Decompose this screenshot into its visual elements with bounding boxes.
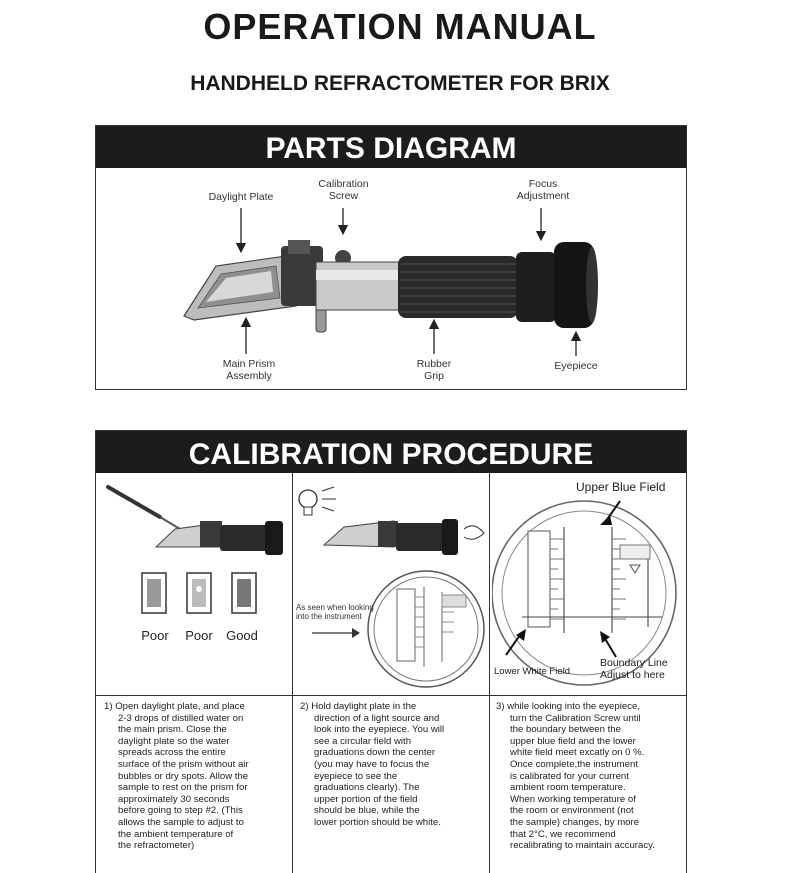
step3-line: is calibrated for your current	[510, 770, 629, 782]
step1-line: 2-3 drops of distilled water on	[118, 712, 244, 724]
label-daylight-plate: Daylight Plate	[208, 191, 274, 203]
label-calibration-line1: Calibration	[318, 178, 369, 190]
step3-line: the sample) changes, by more	[510, 816, 640, 828]
boundary-line2: Adjust to here	[600, 669, 665, 681]
label-prism-line2: Assembly	[226, 370, 272, 382]
step-2-text	[300, 701, 486, 829]
calibration-heading: CALIBRATION PROCEDURE	[96, 431, 686, 473]
step1-line: before going to step #2. (This	[118, 805, 243, 817]
calibration-section	[95, 430, 687, 873]
step2-line: (you may have to focus the	[314, 758, 430, 770]
step2-line: graduations down the center	[314, 747, 436, 759]
boundary-line1: Boundary Line	[600, 657, 668, 669]
step2-line: graduations clearly). The	[314, 782, 420, 794]
step2-line: see a circular field with	[314, 735, 412, 747]
panel2-illustration	[294, 477, 489, 695]
step3-line: recalibrating to maintain accuracy.	[510, 840, 655, 852]
parts-arrows	[96, 126, 686, 389]
label-focus-line1: Focus	[528, 178, 558, 190]
step3-line: ambient room temperature.	[510, 782, 626, 794]
step1-line: spreads across the entire	[118, 747, 226, 759]
poor-label-1: Poor	[141, 628, 169, 643]
column-divider-2	[489, 473, 490, 873]
parts-diagram-section	[95, 125, 687, 390]
label-grip-line1: Rubber	[416, 358, 452, 370]
step-1-text	[104, 701, 290, 852]
label-focus-line2: Adjustment	[516, 190, 570, 202]
label-grip-line2: Grip	[424, 370, 444, 382]
label-eyepiece: Eyepiece	[554, 360, 598, 372]
sample-examples	[136, 571, 286, 631]
step1-line: bubbles or dry spots. Allow the	[118, 770, 249, 782]
step1-line: allows the sample to adjust to	[118, 816, 244, 828]
row-divider	[96, 695, 686, 696]
step3-line: 3) while looking into the eyepiece,	[496, 701, 640, 712]
step2-line: eyepiece to see the	[314, 770, 398, 782]
manual-title: OPERATION MANUAL	[203, 6, 597, 47]
label-calibration-line2: Screw	[328, 190, 359, 202]
step1-line: surface of the prism without air	[118, 758, 249, 770]
boundary-line-label	[600, 657, 686, 681]
seen-line1: As seen when looking	[296, 603, 374, 612]
step3-line: upper blue field and the lower	[510, 735, 636, 747]
step3-line: Once complete,the instrument	[510, 758, 638, 770]
step3-line: When working temperature of	[510, 793, 636, 805]
step2-line: look into the eyepiece. You will	[314, 724, 445, 736]
step1-line: sample to rest on the prism for	[118, 782, 248, 794]
step1-line: daylight plate so the water	[118, 735, 230, 747]
column-divider-1	[292, 473, 293, 873]
step1-line: the refractometer)	[118, 840, 195, 852]
step1-line: approximately 30 seconds	[118, 793, 230, 805]
parts-diagram-heading: PARTS DIAGRAM	[96, 126, 686, 168]
step1-line: the ambient temperature of	[118, 828, 234, 840]
step2-line: upper portion of the field	[314, 793, 418, 805]
step3-line: that 2°C, we recommend	[510, 828, 616, 840]
poor-label-2: Poor	[185, 628, 213, 643]
seen-when-looking-label	[296, 603, 386, 621]
step1-line: 1) Open daylight plate, and place	[104, 701, 245, 712]
step3-line: the room or environment (not	[510, 805, 634, 817]
good-label: Good	[226, 628, 258, 643]
step2-line: 2) Hold daylight plate in the	[300, 701, 417, 712]
manual-subtitle: HANDHELD REFRACTOMETER FOR BRIX	[190, 72, 610, 95]
step3-line: white field meet excatly on 0 %.	[510, 747, 645, 759]
step3-line: turn the Calibration Screw until	[510, 712, 641, 724]
seen-line2: into the instrument	[296, 612, 362, 621]
step1-line: the main prism. Close the	[118, 724, 227, 736]
step2-line: should be blue, while the	[314, 805, 420, 817]
lower-white-field-label: Lower White Field	[494, 666, 571, 677]
step3-line: the boundary between the	[510, 724, 621, 736]
step2-line: direction of a light source and	[314, 712, 440, 724]
label-prism-line1: Main Prism	[222, 358, 276, 370]
step2-line: lower portion should be white.	[314, 816, 441, 828]
step-3-text	[496, 701, 684, 852]
upper-blue-field-label: Upper Blue Field	[576, 480, 666, 494]
